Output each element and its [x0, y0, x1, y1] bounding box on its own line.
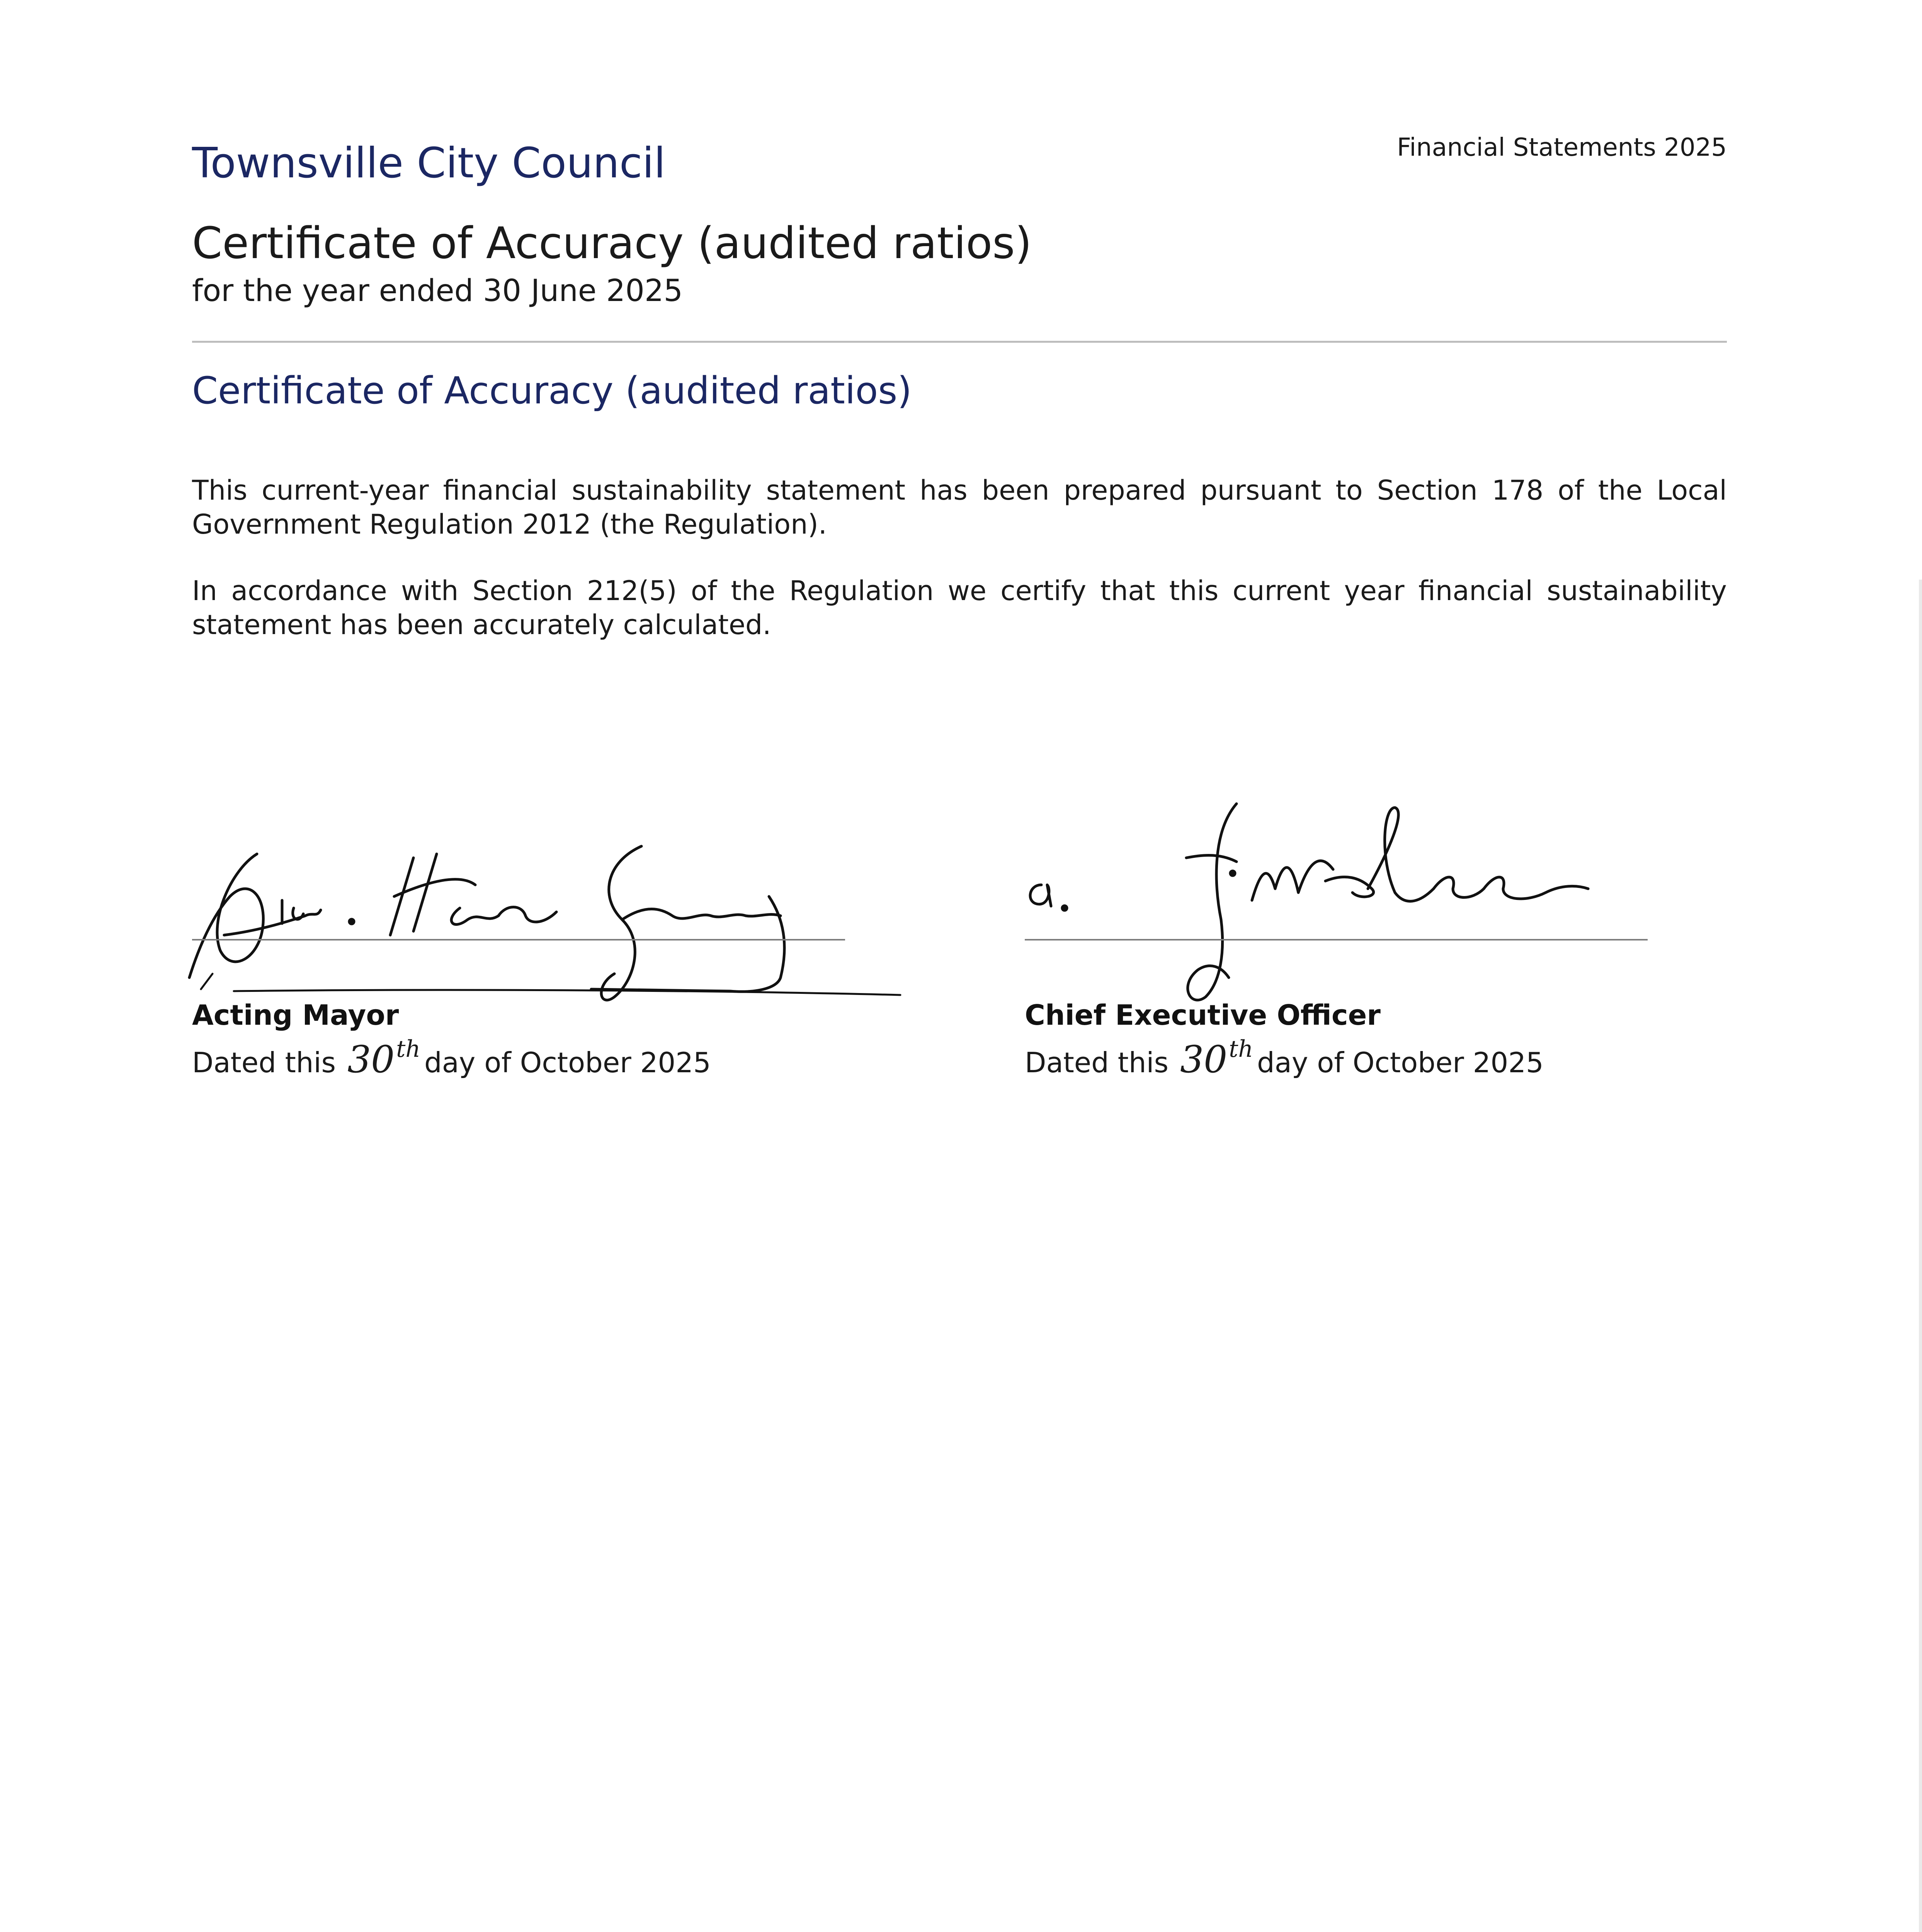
section-heading: Certificate of Accuracy (audited ratios): [192, 369, 912, 412]
handwritten-day: 30th: [347, 1036, 420, 1081]
dated-suffix: day of October 2025: [424, 1046, 711, 1079]
acting-mayor-signature: [166, 819, 920, 1016]
dated-prefix: Dated this: [1025, 1046, 1169, 1079]
chief-executive-officer-signature-line: [1025, 939, 1648, 940]
chief-executive-officer-date: [1025, 1036, 1544, 1081]
paragraph-preparation: This current-year financial sustainability statement has been prepared pursuant to Section 178 of the Local Government Regulation 2012 (the Regulation).: [192, 474, 1727, 540]
dated-suffix: day of October 2025: [1257, 1046, 1544, 1079]
dated-prefix: Dated this: [192, 1046, 336, 1079]
chief-executive-officer-signature: [1005, 796, 1662, 1012]
acting-mayor-date: [192, 1036, 711, 1081]
page-edge-shadow: [1919, 580, 1922, 1932]
paragraph-certification: In accordance with Section 212(5) of the Regulation we certify that this current year financial sustainability statement has been accurately calculated.: [192, 575, 1727, 641]
acting-mayor-signature-line: [192, 939, 845, 940]
page-subtitle: for the year ended 30 June 2025: [192, 274, 683, 308]
page-title: Certificate of Accuracy (audited ratios): [192, 218, 1032, 269]
document-running-title: Financial Statements 2025: [1397, 133, 1727, 162]
handwritten-day: 30th: [1180, 1036, 1253, 1081]
header-divider: [192, 341, 1727, 343]
acting-mayor-title: Acting Mayor: [192, 999, 399, 1031]
chief-executive-officer-title: Chief Executive Officer: [1025, 999, 1381, 1031]
organisation-name: Townsville City Council: [192, 139, 666, 187]
